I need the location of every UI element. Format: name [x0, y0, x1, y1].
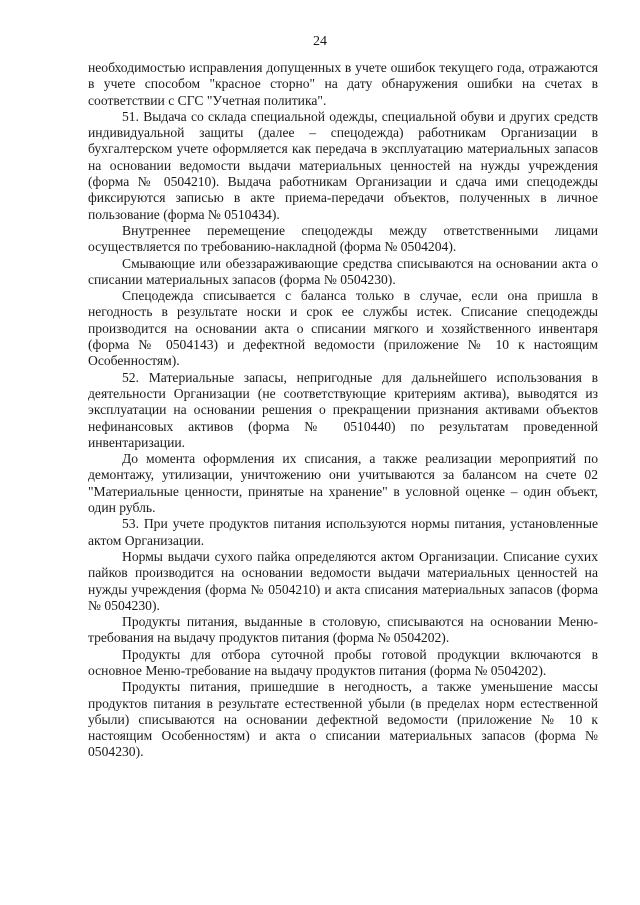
document-body [88, 60, 598, 761]
paragraph-dry-rations: Нормы выдачи сухого пайка определяются актом Организации. Списание сухих пайков производится на основании ведомости выдачи материальных ценностей на нужды учреждения (форма № 0504210) и акта списания материальных запасов (форма № 0504230). [88, 548, 598, 613]
page-number: 24 [313, 34, 327, 49]
paragraph-canteen-food: Продукты питания, выданные в столовую, списываются на основании Меню-требования на выдачу продуктов питания (форма № 0504202). [88, 614, 598, 646]
paragraph-daily-samples: Продукты для отбора суточной пробы готовой продукции включаются в основное Меню-требование на выдачу продуктов питания (форма № 0504202). [88, 646, 598, 678]
paragraph-workwear-writeoff: Спецодежда списывается с баланса только в случае, если она пришла в негодность в результате носки и срок ее службы истек. Списание спецодежды производится на основании акта о списании мягкого и хозяйственного инвентаря (форма № 0504143) и дефектной ведомости (приложение № 10 к настоящим Особенностям). [88, 288, 598, 369]
paragraph-52-unusable-inventory: 52. Материальные запасы, непригодные для дальнейшего использования в деятельности Организации (не соответствующие критериям актива), выводятся из эксплуатации на основании решения о прекращении признания активами объектов нефинансовых активов (форма № 0510440) по результатам проведенной инвентаризации. [88, 369, 598, 450]
paragraph-internal-transfer: Внутреннее перемещение спецодежды между ответственными лицами осуществляется по требованию-накладной (форма № 0504204). [88, 222, 598, 255]
paragraph-off-balance: До момента оформления их списания, а также реализации мероприятий по демонтажу, утилизации, уничтожению они учитываются за балансом на счете 02 "Материальные ценности, принятые на хранение" в условной оценке – один объект, один рубль. [88, 451, 598, 516]
paragraph-53-food-norms: 53. При учете продуктов питания используются нормы питания, установленные актом Организации. [88, 516, 598, 548]
paragraph-spoiled-food: Продукты питания, пришедшие в негодность, а также уменьшение массы продуктов питания в результате естественной убыли (в пределах норм естественной убыли) списываются на основании дефектной ведомости (приложение № 10 к настоящим Особенностям) и акта о списании материальных запасов (форма № 0504230). [88, 679, 598, 760]
paragraph-51-issuance: 51. Выдача со склада специальной одежды, специальной обуви и других средств индивидуальной защиты (далее – спецодежда) работникам Организации в бухгалтерском учете оформляется как передача в эксплуатацию материальных запасов на основании ведомости выдачи материальных ценностей на нужды учреждения (форма № 0504210). Выдача работникам Организации и сдача ими спецодежды фиксируются записью в акте приема-передачи объектов, полученных в личное пользование (форма № 0510434). [88, 108, 598, 222]
paragraph-cleaning-agents: Смывающие или обеззараживающие средства списываются на основании акта о списании материальных запасов (форма № 0504230). [88, 255, 598, 287]
paragraph-continuation: необходимостью исправления допущенных в учете ошибок текущего года, отражаются в учете способом "красное сторно" на дату обнаружения ошибки на счетах в соответствии с СГС "Учетная политика". [88, 60, 598, 108]
